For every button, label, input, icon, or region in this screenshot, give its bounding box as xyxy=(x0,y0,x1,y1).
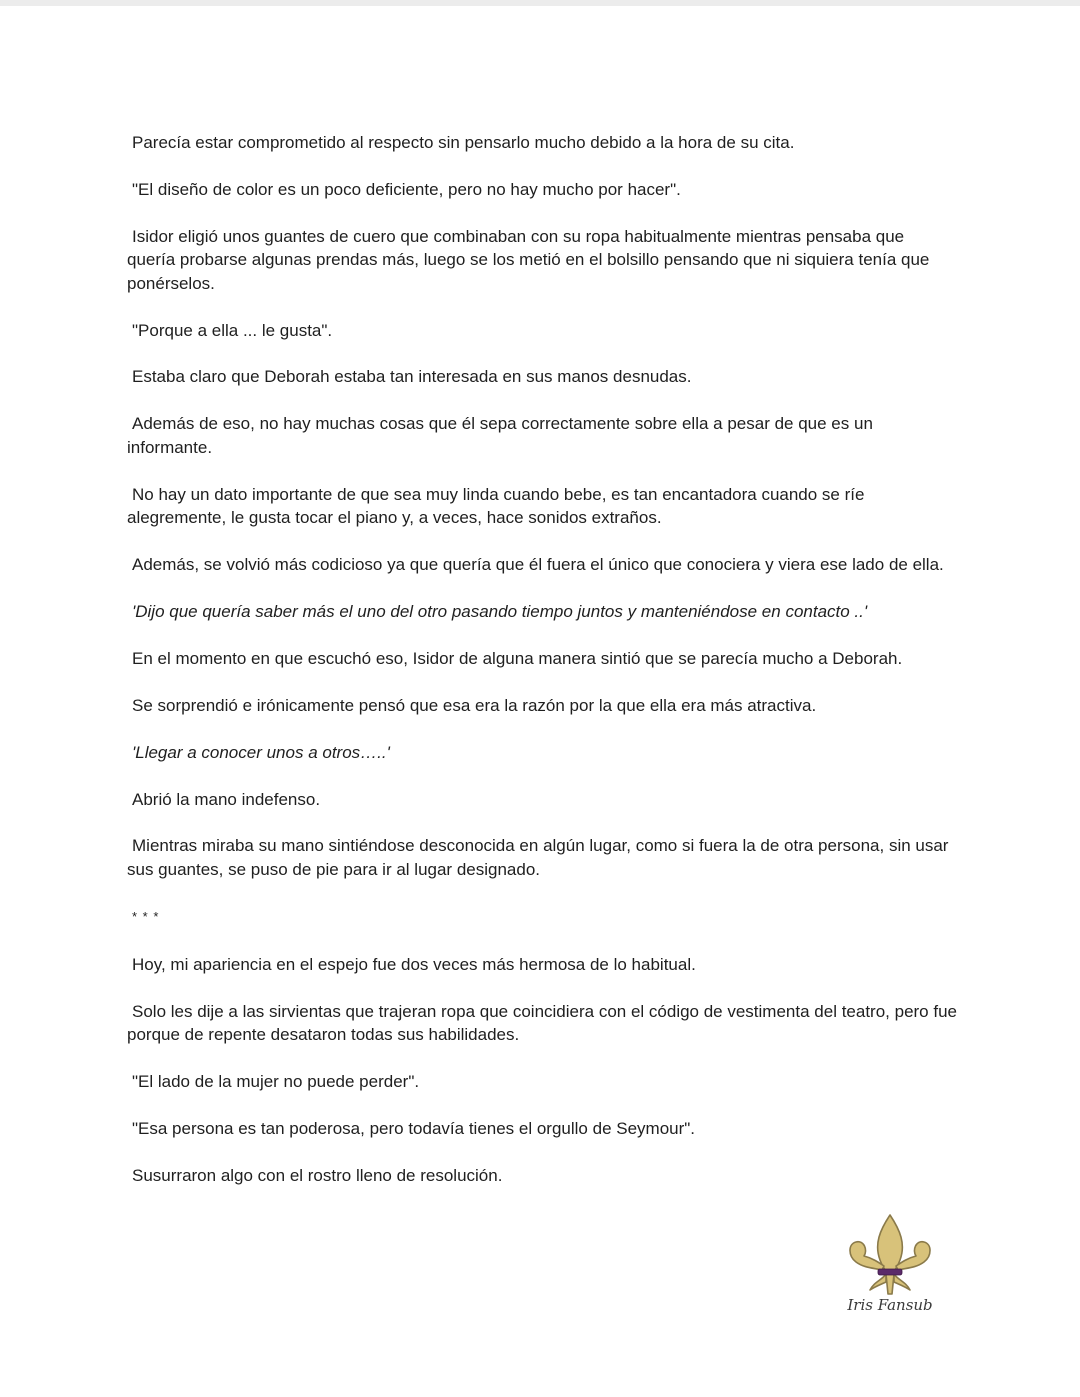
paragraph: Se sorprendió e irónicamente pensó que esa era la razón por la que ella era más atractiva. xyxy=(132,695,817,715)
paragraph: En el momento en que escuchó eso, Isidor de alguna manera sintió que se parecía mucho a Deborah. xyxy=(132,648,903,668)
paragraph: Susurraron algo con el rostro lleno de resolución. xyxy=(132,1166,503,1186)
top-strip xyxy=(0,0,1080,6)
paragraph: Mientras miraba su mano sintiéndose desconocida en algún lugar, como si fuera la de otra persona, sin usar sus guantes, se puso de pie para ir al lugar designado. xyxy=(127,836,949,879)
paragraph: "Porque a ella ... le gusta". xyxy=(132,320,333,340)
paragraph: Además de eso, no hay muchas cosas que él sepa correctamente sobre ella a pesar de que es un informante. xyxy=(127,414,873,457)
paragraph: Además, se volvió más codicioso ya que quería que él fuera el único que conociera y viera ese lado de ella. xyxy=(132,554,944,574)
paragraph: Abrió la mano indefenso. xyxy=(132,789,321,809)
fleur-de-lis-icon xyxy=(844,1212,936,1298)
watermark-text: Iris Fansub xyxy=(847,1296,933,1314)
paragraph: Parecía estar comprometido al respecto sin pensarlo mucho debido a la hora de su cita. xyxy=(132,133,795,152)
paragraph: "El diseño de color es un poco deficiente, pero no hay mucho por hacer". xyxy=(132,179,681,199)
paragraph: Hoy, mi apariencia en el espejo fue dos veces más hermosa de lo habitual. xyxy=(132,955,696,975)
document-body xyxy=(127,131,957,1211)
watermark-logo xyxy=(840,1212,940,1324)
paragraph: "El lado de la mujer no puede perder". xyxy=(132,1072,420,1092)
paragraph: "Esa persona es tan poderosa, pero todavía tienes el orgullo de Seymour". xyxy=(132,1119,696,1139)
scene-separator: * * * xyxy=(132,908,160,924)
thought-paragraph: 'Dijo que quería saber más el uno del otro pasando tiempo juntos y manteniéndose en contacto ..' xyxy=(132,601,868,621)
thought-paragraph: 'Llegar a conocer unos a otros…..' xyxy=(132,742,390,762)
paragraph: Solo les dije a las sirvientas que trajeran ropa que coincidiera con el código de vestimenta del teatro, pero fue porque de repente desataron todas sus habilidades. xyxy=(127,1002,957,1045)
paragraph: Estaba claro que Deborah estaba tan interesada en sus manos desnudas. xyxy=(132,367,692,387)
paragraph: Isidor eligió unos guantes de cuero que combinaban con su ropa habitualmente mientras pensaba que quería probarse algunas prendas más, luego se los metió en el bolsillo pensando que ni siquiera tenía que ponérselos. xyxy=(127,226,930,293)
paragraph: No hay un dato importante de que sea muy linda cuando bebe, es tan encantadora cuando se ríe alegremente, le gusta tocar el piano y, a veces, hace sonidos extraños. xyxy=(127,484,865,528)
